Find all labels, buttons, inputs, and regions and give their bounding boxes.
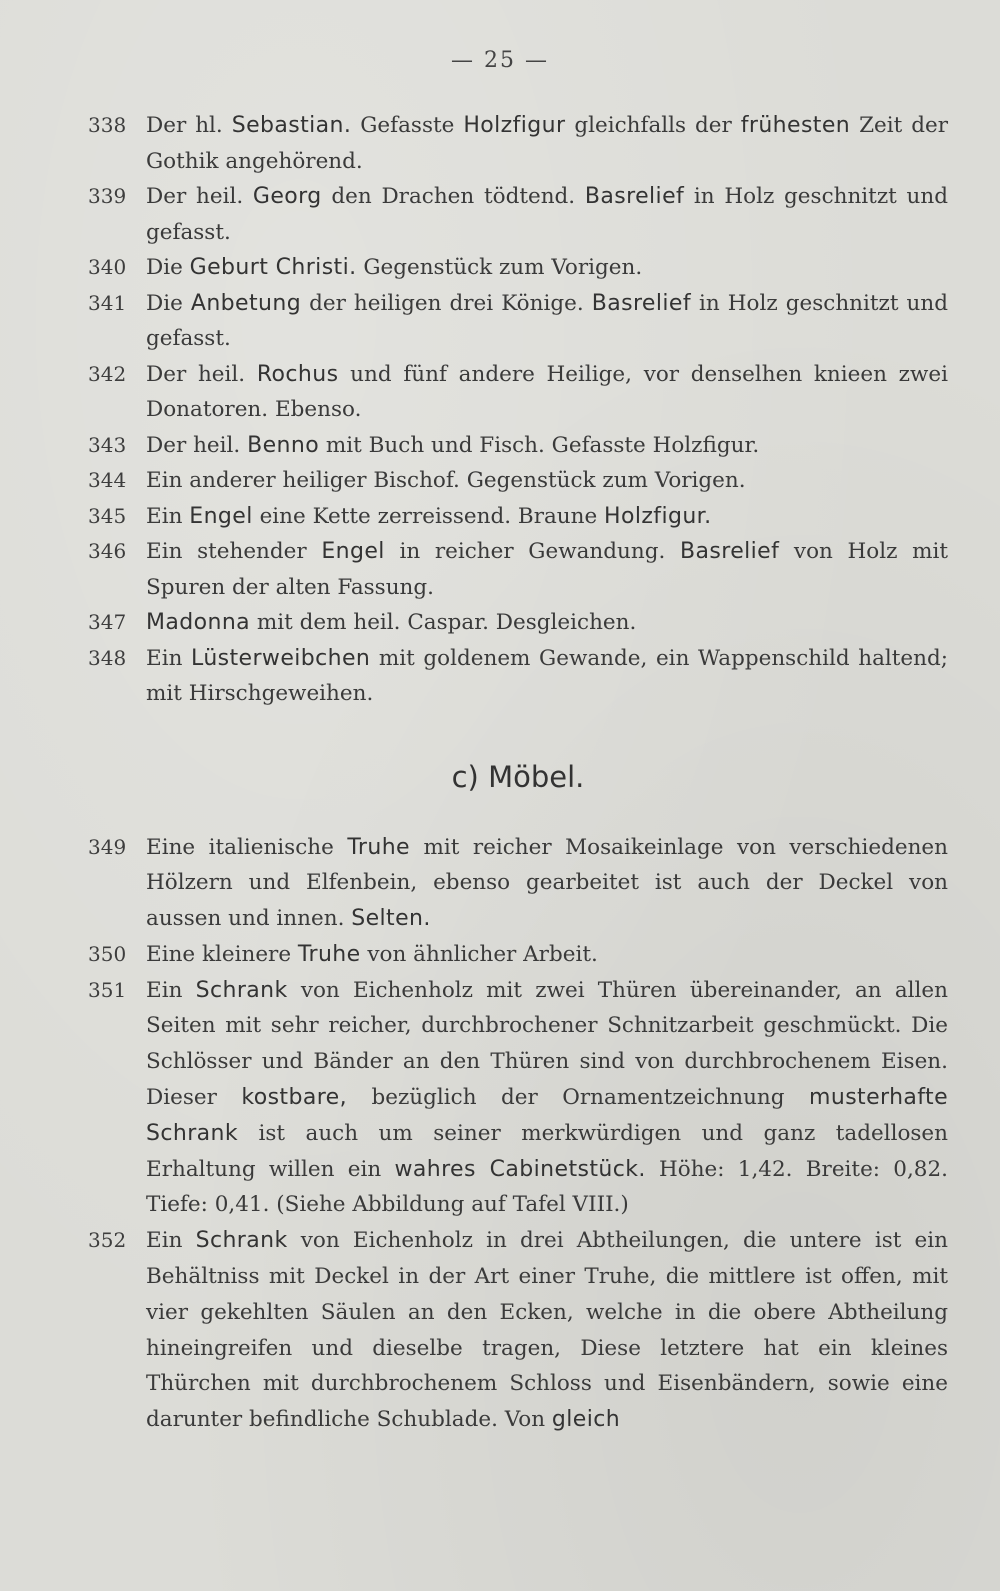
entry-text-segment: Ein stehender bbox=[146, 539, 322, 564]
catalogue-entry bbox=[88, 179, 948, 250]
page-number: — 25 — bbox=[451, 48, 549, 73]
entry-text-segment: Zeit der Gothik angehörend. bbox=[146, 113, 948, 174]
catalogue-entry bbox=[88, 286, 948, 357]
entry-text bbox=[146, 539, 948, 600]
entry-text-segment: mit reicher Mosaikeinlage von verschiedenen Hölzern und Elfenbein, ebenso gearbeitet ist auch der Deckel von aussen und innen. bbox=[146, 834, 948, 932]
entry-text-segment: Gegenstück zum Vorigen. bbox=[356, 255, 643, 280]
entry-number: 350 bbox=[88, 941, 127, 966]
entry-text-segment: ist auch um seiner merkwürdigen und ganz tadellosen Erhaltung willen ein bbox=[146, 1120, 948, 1182]
catalogue-entry bbox=[88, 463, 948, 499]
entry-text-segment: Der heil. bbox=[146, 361, 257, 387]
entry-text bbox=[146, 978, 948, 1218]
entry-keyword: Geburt Christi. bbox=[189, 255, 357, 280]
entry-text bbox=[146, 1228, 948, 1432]
entry-text-segment: Der heil. bbox=[146, 184, 253, 209]
entry-number: 338 bbox=[88, 113, 127, 137]
entry-keyword: Truhe bbox=[347, 834, 410, 860]
entry-keyword: wahres Cabinetstück. bbox=[394, 1156, 646, 1182]
section-title-furniture: c) Möbel. bbox=[451, 759, 585, 794]
entry-keyword: gleich bbox=[551, 1407, 621, 1433]
entry-text bbox=[146, 835, 948, 932]
entry-keyword: Basrelief bbox=[584, 184, 685, 209]
entry-text bbox=[146, 610, 636, 635]
entry-text-segment: Die bbox=[146, 255, 190, 280]
entry-text-segment: mit dem heil. Caspar. Desgleichen. bbox=[250, 610, 637, 635]
entry-keyword: Engel bbox=[189, 503, 253, 529]
entry-text-segment: Ein bbox=[146, 977, 196, 1003]
entry-text bbox=[146, 433, 759, 458]
catalogue-entry bbox=[88, 499, 948, 535]
catalogue-entry bbox=[88, 428, 948, 464]
entry-number: 351 bbox=[88, 977, 127, 1002]
entry-keyword: frühesten bbox=[740, 113, 851, 138]
catalogue-entry bbox=[88, 973, 948, 1224]
entry-number: 344 bbox=[88, 468, 127, 492]
entry-number: 342 bbox=[88, 361, 127, 386]
entry-keyword: musterhafte Schrank bbox=[146, 1085, 949, 1146]
catalogue-entry bbox=[88, 250, 948, 286]
entry-keyword: Basrelief bbox=[591, 290, 691, 316]
catalogue-entry bbox=[88, 357, 948, 428]
entry-text-segment: von ähnlicher Arbeit. bbox=[360, 941, 598, 967]
entry-number: 352 bbox=[88, 1228, 127, 1253]
entry-text-segment: von Eichenholz in drei Abtheilungen, die untere ist ein Behältniss mit Deckel in der Art einer Truhe, die mittlere ist offen, mit vier gekehlten Säulen an den Ecken, welche in die obere Abtheilung hineingreifen und dieselbe tragen, Diese letztere hat ein kleines Thürchen mit durchbrochenem Schloss und Eisenbändern, sowie eine darunter befindliche Schublade. Von bbox=[146, 1228, 948, 1433]
entry-keyword: kostbare, bbox=[241, 1085, 347, 1111]
entry-keyword: Holzfigur. bbox=[604, 503, 712, 529]
entry-keyword: Basrelief bbox=[680, 539, 780, 564]
entry-text-segment: Der hl. bbox=[146, 113, 232, 138]
entry-text bbox=[146, 362, 948, 423]
catalogue-entry bbox=[88, 641, 948, 712]
entry-keyword: Truhe bbox=[297, 941, 361, 967]
entry-text bbox=[146, 291, 948, 352]
entry-text-segment: von Holz mit Spuren der alten Fassung. bbox=[146, 539, 948, 600]
entry-number: 343 bbox=[88, 432, 127, 457]
entry-text-segment: mit goldenem Gewande, ein Wappenschild haltend; mit Hirschgeweihen. bbox=[146, 645, 948, 706]
entry-text bbox=[146, 942, 598, 967]
entry-keyword: Engel bbox=[321, 539, 385, 564]
catalogue-entry bbox=[88, 605, 948, 641]
entry-text-segment: Ein bbox=[146, 1228, 196, 1254]
entry-number: 346 bbox=[88, 539, 127, 563]
entry-text-segment: Die bbox=[146, 290, 191, 316]
entry-text bbox=[146, 646, 948, 707]
entry-text-segment: Höhe: 1,42. Breite: 0,82. Tiefe: 0,41. (Siehe Abbildung auf Tafel VIII.) bbox=[146, 1156, 949, 1218]
entry-text bbox=[146, 468, 746, 493]
entry-keyword: Lüsterweibchen bbox=[191, 645, 371, 671]
entry-text-segment: Eine kleinere bbox=[146, 941, 298, 967]
entry-text-segment: den Drachen tödtend. bbox=[321, 184, 585, 209]
entry-text-segment: in Holz geschnitzt und gefasst. bbox=[146, 184, 948, 245]
entry-number: 339 bbox=[88, 184, 127, 208]
catalogue-entry bbox=[88, 534, 948, 605]
catalogue-entry bbox=[88, 830, 948, 937]
entry-text-segment: Ein bbox=[146, 503, 190, 529]
entry-text-segment: Eine italienische bbox=[146, 834, 348, 860]
catalogue-entry bbox=[88, 108, 948, 179]
entry-keyword: Georg bbox=[252, 184, 322, 209]
entry-keyword: Holzfigur bbox=[463, 113, 566, 138]
entry-keyword: Schrank bbox=[195, 1228, 288, 1254]
catalogue-entry bbox=[88, 1223, 948, 1438]
entry-text-segment: Ein bbox=[146, 645, 192, 671]
entry-number: 345 bbox=[88, 503, 127, 528]
entry-text-segment: in reicher Gewandung. bbox=[384, 539, 680, 564]
entry-keyword: Benno bbox=[247, 432, 320, 458]
entry-text bbox=[146, 184, 948, 245]
entry-text-segment: gleichfalls der bbox=[565, 113, 741, 138]
entry-number: 341 bbox=[88, 290, 127, 315]
entry-text-segment: bezüglich der Ornamentzeichnung bbox=[347, 1085, 810, 1111]
entry-keyword: Schrank bbox=[195, 977, 288, 1003]
entry-text-segment: Ein anderer heiliger Bischof. Gegenstück zum Vorigen. bbox=[146, 468, 746, 493]
entry-number: 347 bbox=[88, 610, 127, 634]
entry-text bbox=[146, 113, 948, 174]
entry-text-segment: Gefasste bbox=[351, 113, 464, 138]
entry-number: 348 bbox=[88, 645, 127, 670]
catalogue-entries bbox=[88, 108, 948, 1438]
entry-text-segment: von Eichenholz mit zwei Thüren übereinander, an allen Seiten mit sehr reicher, durchbrochener Schnitzarbeit geschmückt. Die Schlösser und Bänder an den Thüren sind von durchbrochenem Eisen. Dieser bbox=[146, 977, 948, 1111]
entry-text-segment: mit Buch und Fisch. Gefasste Holzfigur. bbox=[319, 432, 760, 458]
entry-number: 349 bbox=[88, 834, 127, 859]
entry-number: 340 bbox=[88, 255, 127, 279]
entry-keyword: Rochus bbox=[256, 361, 339, 387]
entry-text-segment: in Holz geschnitzt und gefasst. bbox=[146, 290, 948, 351]
catalogue-entry bbox=[88, 937, 948, 973]
entry-text bbox=[146, 504, 712, 529]
entry-text-segment: eine Kette zerreissend. Braune bbox=[252, 503, 605, 529]
entry-text-segment: Der heil. bbox=[146, 432, 248, 458]
entry-keyword: Madonna bbox=[146, 610, 251, 635]
entry-keyword: Selten. bbox=[351, 906, 431, 932]
entry-text-segment: der heiligen drei Könige. bbox=[301, 290, 592, 316]
entry-keyword: Anbetung bbox=[190, 290, 302, 316]
entry-keyword: Sebastian. bbox=[231, 113, 352, 138]
sculpture-entries bbox=[88, 108, 948, 712]
entry-text-segment: und fünf andere Heilige, vor denselhen knieen zwei Donatoren. Ebenso. bbox=[146, 361, 948, 422]
entry-text bbox=[146, 255, 642, 280]
furniture-entries bbox=[88, 830, 948, 1439]
